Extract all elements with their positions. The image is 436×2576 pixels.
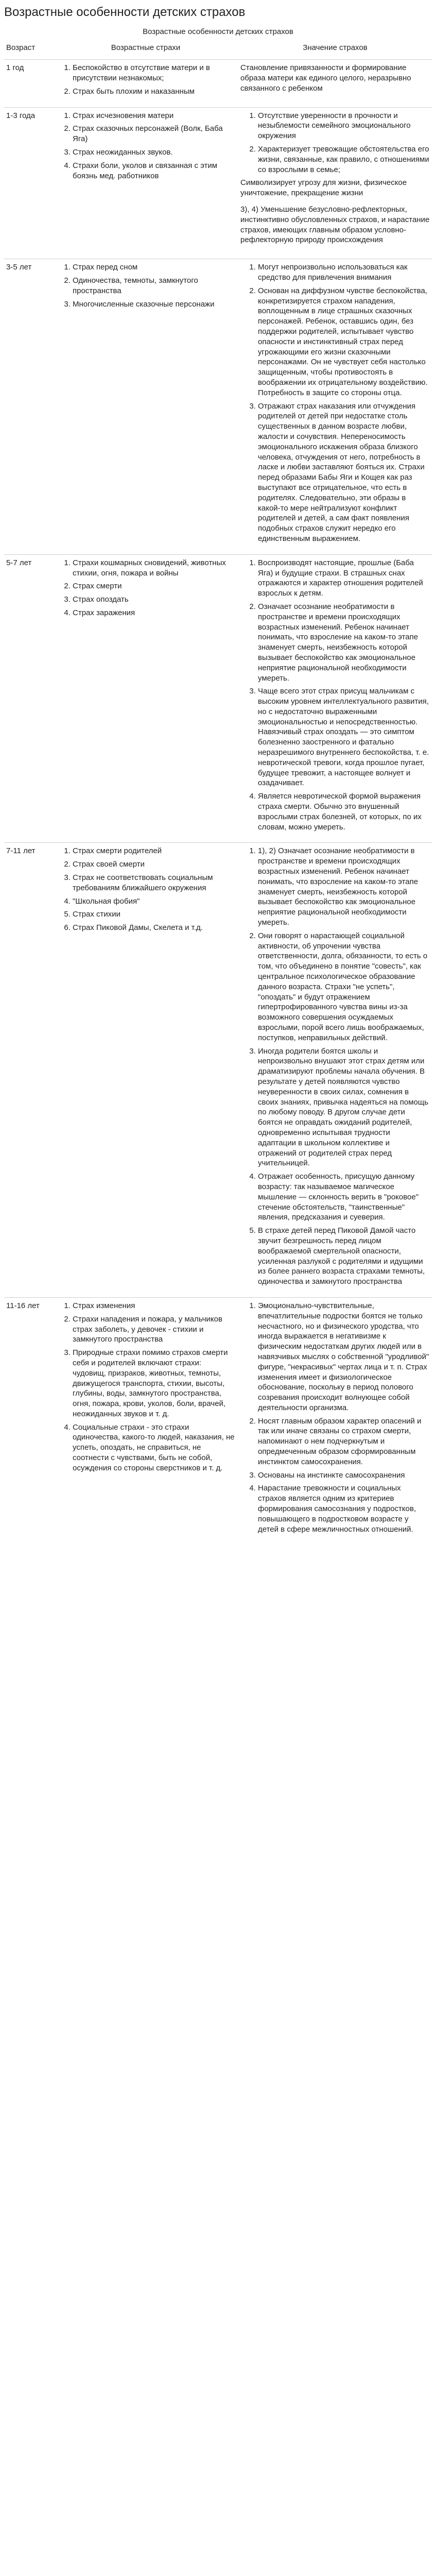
- header-age: Возраст: [6, 43, 36, 53]
- list-item: 1. Страх перед сном: [73, 262, 236, 273]
- table-caption: Возрастные особенности детских страхов: [143, 27, 293, 36]
- meaning-list: [240, 558, 430, 833]
- list-item: 5. Страх стихии: [73, 909, 236, 920]
- meaning-cell: [238, 259, 432, 555]
- meaning-list: [240, 111, 430, 175]
- list-item: 3. Чаще всего этот страх присущ мальчикам с высоким уровнем интеллектуального развития, но с недостаточно выраженными эмоциональностью и непосредственностью. Навязчивый страх опоздать — это симптом болезненно заостренного и фатально неразрешимого внутреннего беспокойства, т. е. невротической тревоги, когда прошлое пугает, будущее тревожит, а настоящее волнует и озадачивает.: [258, 686, 430, 788]
- list-item: 1. Страх изменения: [73, 1301, 236, 1311]
- meaning-paragraph: Символизирует угрозу для жизни, физическое уничтожение, прекращение жизни: [240, 178, 407, 198]
- table-row: [4, 1297, 432, 1545]
- table-row: [4, 843, 432, 1297]
- list-item: 2. Страх сказочных персонажей (Волк, Баба Яга): [73, 124, 236, 144]
- list-item: 1. Могут непроизвольно использоваться как средство для привлечения внимания: [258, 262, 430, 283]
- list-item: 3. Основаны на инстинкте самосохранения: [258, 1470, 430, 1481]
- list-item: 2. Они говорят о нарастающей социальной активности, об упрочении чувства ответственности, долга, обязанности, то есть о том, что объединено в понятие "совесть", как центральное психологическое образование данного возраста. Страхи "не успеть", "опоздать" и будут отражением гипертрофированного чувства вины из-за возможного совершения осуждаемых взрослыми, порой всего лишь воображаемых, поступков, неправильных действий.: [258, 931, 430, 1043]
- list-item: 2. Страх своей смерти: [73, 859, 236, 870]
- list-item: 2. Страхи нападения и пожара, у мальчиков страх заболеть, у девочек - стихии и замкнутого пространства: [73, 1314, 236, 1345]
- list-item: 2. Характеризует тревожащие обстоятельства его жизни, связанные, как правило, с отношениями со взрослыми в семье;: [258, 144, 430, 175]
- age-fears-table: [4, 26, 432, 1545]
- list-item: 2. Страх смерти: [73, 581, 236, 591]
- header-fears: Возрастные страхи: [111, 43, 181, 53]
- list-item: 1. Страх смерти родителей: [73, 846, 236, 856]
- table-header-row: [4, 41, 432, 59]
- meaning-cell: [238, 1297, 432, 1545]
- meaning-list: [240, 846, 430, 1286]
- list-item: 1. Страхи кошмарных сновидений, животных стихии, огня, пожара и войны: [73, 558, 236, 579]
- header-meaning: Значение страхов: [303, 43, 368, 53]
- list-item: 3. Многочисленные сказочные персонажи: [73, 299, 236, 310]
- list-item: 4. Является невротической формой выражения страха смерти. Обычно это внушенный взрослыми страх болезней, от которых, по их словам, можно умереть.: [258, 791, 430, 832]
- table-row: [4, 554, 432, 843]
- fears-list: [55, 558, 236, 618]
- list-item: 1. Воспроизводят настоящие, прошлые (Баба Яга) и будущие страхи. В страшных снах отражаются и характер отношения родителей взрослых к детям.: [258, 558, 430, 599]
- page-title: Возрастные особенности детских страхов: [4, 5, 246, 19]
- list-item: 4. Страхи боли, уколов и связанная с этим боязнь мед. работников: [73, 161, 236, 181]
- age-cell: 11-16 лет: [4, 1297, 53, 1545]
- list-item: 3. Страх опоздать: [73, 595, 236, 605]
- fears-cell: [53, 843, 238, 1297]
- fears-cell: [53, 259, 238, 555]
- list-item: 1. Отсутствие уверенности в прочности и незыблемости семейного эмоционального окружения: [258, 111, 430, 141]
- list-item: 1. Страх исчезновения матери: [73, 111, 236, 121]
- list-item: 4. Страх заражения: [73, 608, 236, 618]
- fears-list: [55, 1301, 236, 1473]
- fears-list: [55, 262, 236, 309]
- meaning-list: [240, 262, 430, 544]
- fears-cell: [53, 554, 238, 843]
- table-row: [4, 60, 432, 107]
- meaning-text: Становление привязанности и формирование образа матери как единого целого, неразрывно связанного с ребенком: [240, 63, 411, 93]
- list-item: 1. 1), 2) Означает осознание необратимости в пространстве и времени происходящих возрастных изменений. Ребенок начинает понимать, что взросление на каком-то этапе знаменует смерть, неизбежность которой вызывает беспокойство как эмоциональное неприятие рациональной необходимости умереть.: [258, 846, 430, 927]
- age-cell: 1-3 года: [4, 107, 53, 259]
- list-item: 1. Беспокойство в отсутствие матери и в присутствии незнакомых;: [73, 63, 236, 83]
- age-cell: 3-5 лет: [4, 259, 53, 555]
- fears-cell: [53, 1297, 238, 1545]
- table-row: [4, 107, 432, 259]
- list-item: 3. Природные страхи помимо страхов смерти себя и родителей включают страхи: чудовищ, призраков, животных, темноты, движущегося транспорта, стихии, высоты, глубины, воды, замкнутого пространства, огня, пожара, крови, уколов, боли, врачей, неожиданных звуков и т. д.: [73, 1348, 236, 1419]
- age-cell: 1 год: [4, 60, 53, 107]
- fears-list: [55, 846, 236, 933]
- list-item: 3. Страх неожиданных звуков.: [73, 147, 236, 158]
- list-item: 4. Социальные страхи - это страхи одиночества, какого-то людей, наказания, не успеть, опоздать, не справиться, не соотнести с чувствами, быть не собой, осуждения со стороны сверстников и т. д.: [73, 1422, 236, 1473]
- fears-list: [55, 63, 236, 96]
- list-item: 2. Носят главным образом характер опасений и так или иначе связаны со страхом смерти, напоминают о нем подчеркнутым и опредмеченным образом сформированным инстинктом самосохранения.: [258, 1416, 430, 1467]
- list-item: 5. В страхе детей перед Пиковой Дамой часто звучит безгрешность перед лицом воображаемой смертельной опасности, усиленная разлукой с родителями и идущими из более раннего возраста страхами темноты, одиночества и замкнутого пространства: [258, 1226, 430, 1287]
- meaning-paragraph: 3), 4) Уменьшение безусловно-рефлекторных, инстинктивно обусловленных страхов, и нарастание страхов, имеющих главным образом условно-рефлекторную природу происхождения: [240, 205, 430, 245]
- list-item: 6. Страх Пиковой Дамы, Скелета и т.д.: [73, 923, 236, 933]
- meaning-cell: [238, 554, 432, 843]
- meaning-cell: [238, 843, 432, 1297]
- list-item: 4. Отражает особенность, присущую данному возрасту: так называемое магическое мышление — склонность верить в "роковое" стечение обстоятельств, "таинственные" явления, предсказания и суеверия.: [258, 1172, 430, 1223]
- list-item: 3. Отражают страх наказания или отчуждения родителей от детей при недостатке столь существенных в данном возрасте любви, жалости и сочувствия. Непереносимость эмоционального искажения образа близкого человека, отчуждения от него, потребность в ласке и любви заставляют бояться их. Страхи перед образами Бабы Яги и Кощея как раз выступают все отрицательное, что есть в родителях. Следовательно, эти образы в какой-то мере нейтрализуют конфликт родителей и детей, а сам факт появления подобных страхов служит нередко его единственным выражением.: [258, 401, 430, 544]
- fears-cell: [53, 107, 238, 259]
- table-body: [4, 60, 432, 1545]
- age-cell: 7-11 лет: [4, 843, 53, 1297]
- list-item: 4. "Школьная фобия": [73, 896, 236, 907]
- list-item: 2. Означает осознание необратимости в пространстве и времени происходящих возрастных изменений. Ребенок начинает понимать, что взросление на каком-то этапе знаменует смерть, неизбежность которой вызывает беспокойство как эмоциональное неприятие рациональной необходимости умереть.: [258, 602, 430, 683]
- list-item: 2. Основан на диффузном чувстве беспокойства, конкретизируется страхом нападения, воплощенным в лице страшных сказочных персонажей. Ребенок, оставшись один, без поддержки родителей, испытывает чувство опасности и инстинктивный страх перед угрожающими его жизни сказочными персонажами. Он не чувствует себя настолько защищенным, чтобы противостоять в воображении их отрицательному воздействию. Потребность в защите со стороны отца.: [258, 286, 430, 398]
- list-item: 4. Нарастание тревожности и социальных страхов является одним из критериев формирования самосознания у подростков, повышающего в подростковом возрасте у детей в сфере межличностных отношений.: [258, 1483, 430, 1534]
- age-cell: 5-7 лет: [4, 554, 53, 843]
- table-row: [4, 259, 432, 555]
- list-item: 2. Страх быть плохим и наказанным: [73, 87, 236, 97]
- meaning-cell: [238, 60, 432, 107]
- meaning-cell: [238, 107, 432, 259]
- meaning-list: [240, 1301, 430, 1535]
- list-item: 3. Страх не соответствовать социальным требованиям ближайшего окружения: [73, 873, 236, 893]
- list-item: 3. Иногда родители боятся школы и непроизвольно внушают этот страх детям или драматизируют проблемы начала обучения. В результате у детей появляются чувство неуверенности в своих силах, сомнения в своих знаниях, привычка надеяться на помощь по любому поводу. В другом случае дети боятся не оправдать ожиданий родителей, одновременно испытывая трудности адаптации в школьном коллективе и отражений от родителей страх перед учительницей.: [258, 1046, 430, 1169]
- fears-cell: [53, 60, 238, 107]
- fears-list: [55, 111, 236, 181]
- list-item: 1. Эмоционально-чувствительные, впечатлительные подростки боятся не только несчастного, но и физического уродства, что иногда выражается в негативизме к физическим недостаткам других людей или в навязчивых мыслях о собственной "уродливой" фигуре, "некрасивых" чертах лица и т. п. Страх изменения имеет и физиологическое обоснование, поскольку в период полового созревания происходит волнующее собой деятельности организма.: [258, 1301, 430, 1413]
- list-item: 2. Одиночества, темноты, замкнутого пространства: [73, 276, 236, 296]
